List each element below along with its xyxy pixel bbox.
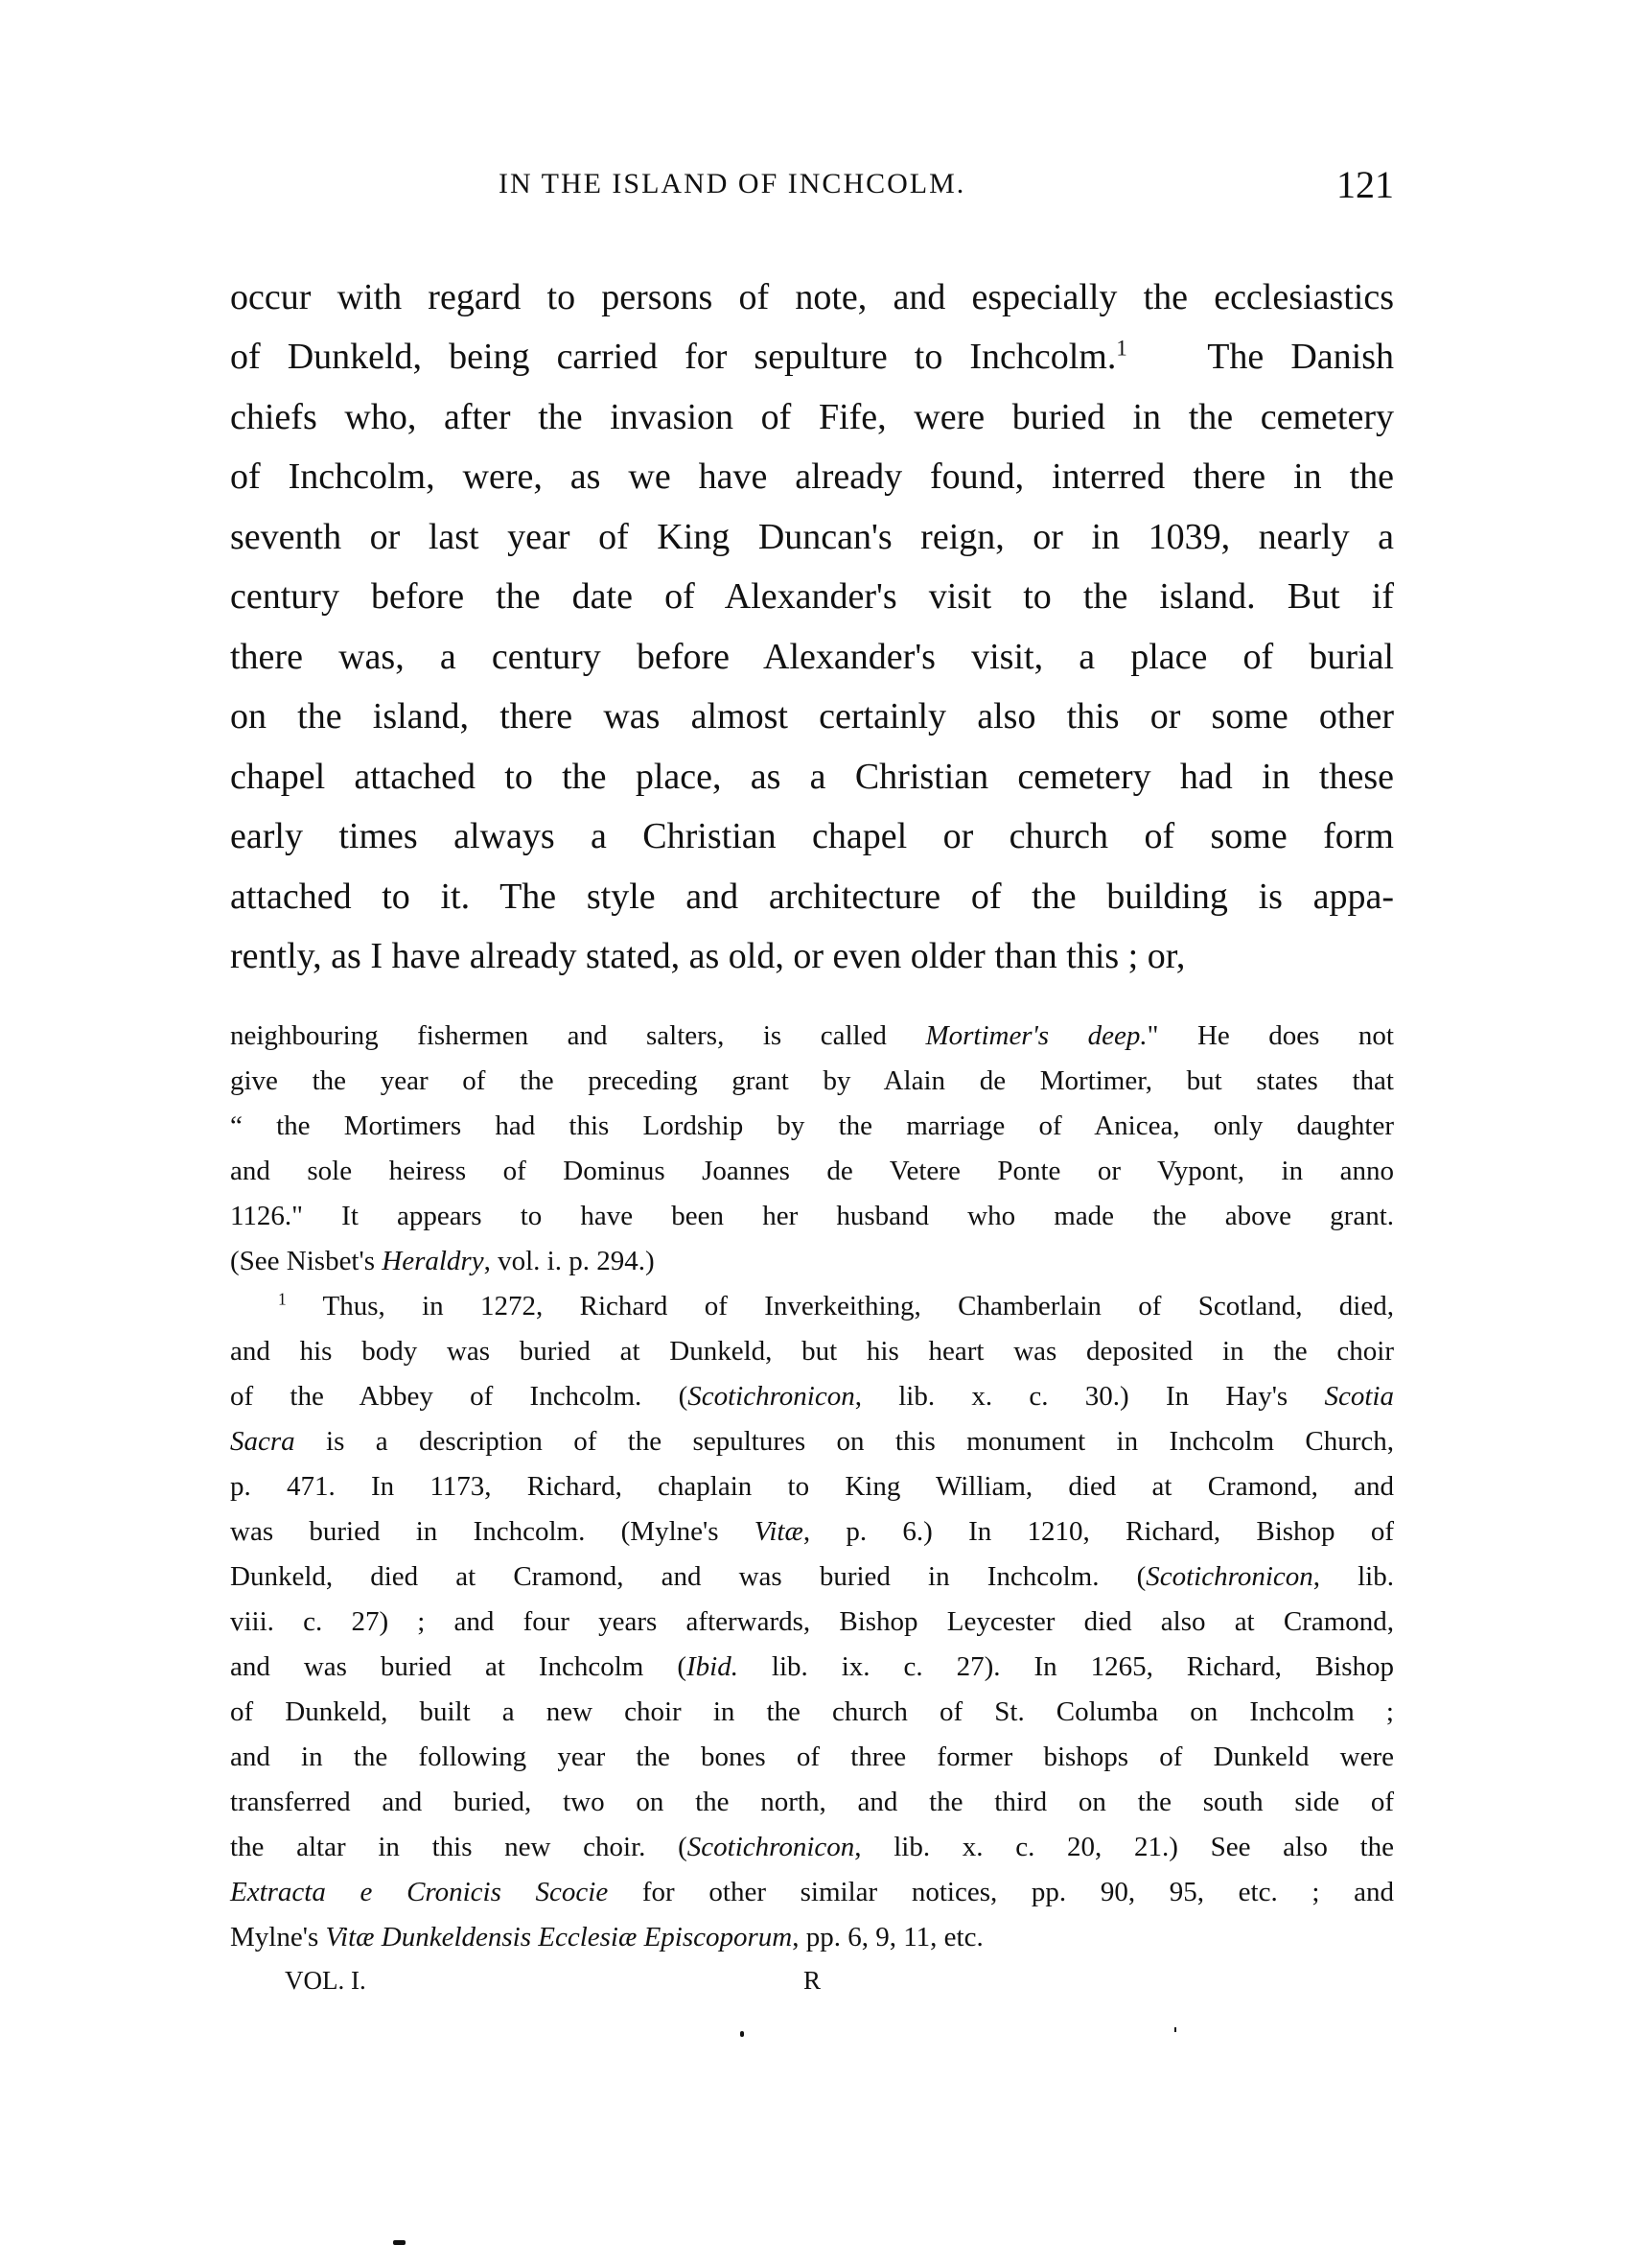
- footnote-line: [230, 1648, 1394, 1686]
- text-line: century before the date of Alexander's visit to the island. But if: [230, 576, 1394, 617]
- footnote-line: of Dunkeld, built a new choir in the church of St. Columba on Inchcolm ;: [230, 1696, 1394, 1727]
- italic-title: Heraldry: [382, 1246, 484, 1276]
- italic-title: Extracta e Cronicis Scocie: [230, 1877, 609, 1907]
- text-line: occur with regard to persons of note, and especially the ecclesiastics: [230, 277, 1394, 317]
- footnote-line: and in the following year the bones of three former bishops of Dunkeld were: [230, 1742, 1394, 1772]
- text-line: on the island, there was almost certainly also this or some other: [230, 696, 1394, 737]
- footnote-line: 1126." It appears to have been her husband who made the above grant.: [230, 1201, 1394, 1231]
- footnote-line: [278, 1287, 1394, 1325]
- text-span: and was buried at Inchcolm (: [230, 1651, 686, 1682]
- italic-title: Vitæ Dunkeldensis Ecclesiæ Episcoporum: [325, 1922, 793, 1952]
- italic-title: Mortimer's deep.: [925, 1020, 1148, 1051]
- footnote-line: [230, 1512, 1394, 1551]
- footnote-line: and sole heiress of Dominus Joannes de Vetere Ponte or Vypont, in anno: [230, 1156, 1394, 1186]
- text-span: of Dunkeld, being carried for sepulture to Inchcolm.: [230, 337, 1117, 377]
- footnote-marker: 1: [278, 1289, 287, 1309]
- text-line: there was, a century before Alexander's visit, a place of burial: [230, 637, 1394, 677]
- specks: [1174, 2027, 1176, 2032]
- text-span: neighbouring fishermen and salters, is called: [230, 1020, 926, 1051]
- text-span: , p. 6.) In 1210, Richard, Bishop of: [802, 1516, 1394, 1547]
- footnote-ref[interactable]: 1: [1116, 336, 1127, 361]
- italic-title: Scotia: [1324, 1381, 1394, 1412]
- running-title: IN THE ISLAND OF INCHCOLM.: [499, 168, 966, 199]
- italic-title: Scotichronicon: [686, 1832, 855, 1862]
- text-line: of Inchcolm, were, as we have already found, interred there in the: [230, 456, 1394, 497]
- text-line: chapel attached to the place, as a Christian cemetery had in these: [230, 757, 1394, 797]
- text-span: Dunkeld, died at Cramond, and was buried in Inchcolm. (: [230, 1561, 1147, 1592]
- text-span: , lib.: [1312, 1561, 1394, 1592]
- footnote-line: [230, 1422, 1394, 1461]
- footnote-line: [230, 1918, 1394, 1956]
- text-span: was buried in Inchcolm. (Mylne's: [230, 1516, 754, 1547]
- text-span: , vol. i. p. 294.): [483, 1246, 655, 1276]
- footnote-line: viii. c. 27) ; and four years afterwards, Bishop Leycester died also at Cramond,: [230, 1606, 1394, 1637]
- text-line: early times always a Christian chapel or church of some form: [230, 816, 1394, 856]
- text-span: is a description of the sepultures on this monument in Inchcolm Church,: [294, 1426, 1394, 1457]
- footnote-line: transferred and buried, two on the north, and the third on the south side of: [230, 1787, 1394, 1817]
- footnote-line: [230, 1873, 1394, 1911]
- text-line: chiefs who, after the invasion of Fife, were buried in the cemetery: [230, 397, 1394, 437]
- text-span: (See Nisbet's: [230, 1246, 383, 1276]
- text-line: attached to it. The style and architecture of the building is appa-: [230, 877, 1394, 917]
- text-span: " He does not: [1147, 1020, 1394, 1051]
- italic-title: Scotichronicon: [1146, 1561, 1313, 1592]
- text-span: of the Abbey of Inchcolm. (: [230, 1381, 688, 1412]
- text-span: for other similar notices, pp. 90, 95, etc. ; and: [608, 1877, 1394, 1907]
- footnote-line: [230, 1017, 1394, 1055]
- text-span: , lib. x. c. 30.) In Hay's: [854, 1381, 1325, 1412]
- text-line: seventh or last year of King Duncan's reign, or in 1039, nearly a: [230, 517, 1394, 557]
- signature-mark: R: [803, 1966, 822, 1995]
- text-span: lib. ix. c. 27). In 1265, Richard, Bishop: [737, 1651, 1394, 1682]
- footnote-line: [230, 1828, 1394, 1866]
- specks: [740, 2031, 744, 2037]
- footnote-line: give the year of the preceding grant by Alain de Mortimer, but states that: [230, 1065, 1394, 1096]
- text-span: The Danish: [1207, 337, 1394, 377]
- text-span: , pp. 6, 9, 11, etc.: [792, 1922, 984, 1952]
- page-header: [230, 163, 1394, 225]
- specks: [393, 2240, 406, 2245]
- text-span: Mylne's: [230, 1922, 326, 1952]
- text-line: rently, as I have already stated, as old, or even older than this ; or,: [230, 936, 1186, 976]
- footnote-line: [230, 1557, 1394, 1596]
- italic-title: Ibid.: [685, 1651, 738, 1682]
- footnote-line: p. 471. In 1173, Richard, chaplain to King William, died at Cramond, and: [230, 1471, 1394, 1502]
- text-span: the altar in this new choir. (: [230, 1832, 687, 1862]
- text-line: [230, 333, 1394, 381]
- footnote-line: [230, 1242, 1394, 1280]
- italic-title: Vitæ: [754, 1516, 803, 1547]
- italic-title: Scotichronicon: [687, 1381, 855, 1412]
- page-number: 121: [1336, 163, 1394, 206]
- text-span: Thus, in 1272, Richard of Inverkeithing, Chamberlain of Scotland, died,: [322, 1291, 1394, 1321]
- italic-title: Sacra: [230, 1426, 295, 1457]
- text-span: , lib. x. c. 20, 21.) See also the: [854, 1832, 1394, 1862]
- footnote-line: [230, 1377, 1394, 1415]
- volume-label: VOL. I.: [285, 1966, 366, 1995]
- footnote-line: and his body was buried at Dunkeld, but his heart was deposited in the choir: [230, 1336, 1394, 1367]
- footnote-line: “ the Mortimers had this Lordship by the marriage of Anicea, only daughter: [230, 1111, 1394, 1141]
